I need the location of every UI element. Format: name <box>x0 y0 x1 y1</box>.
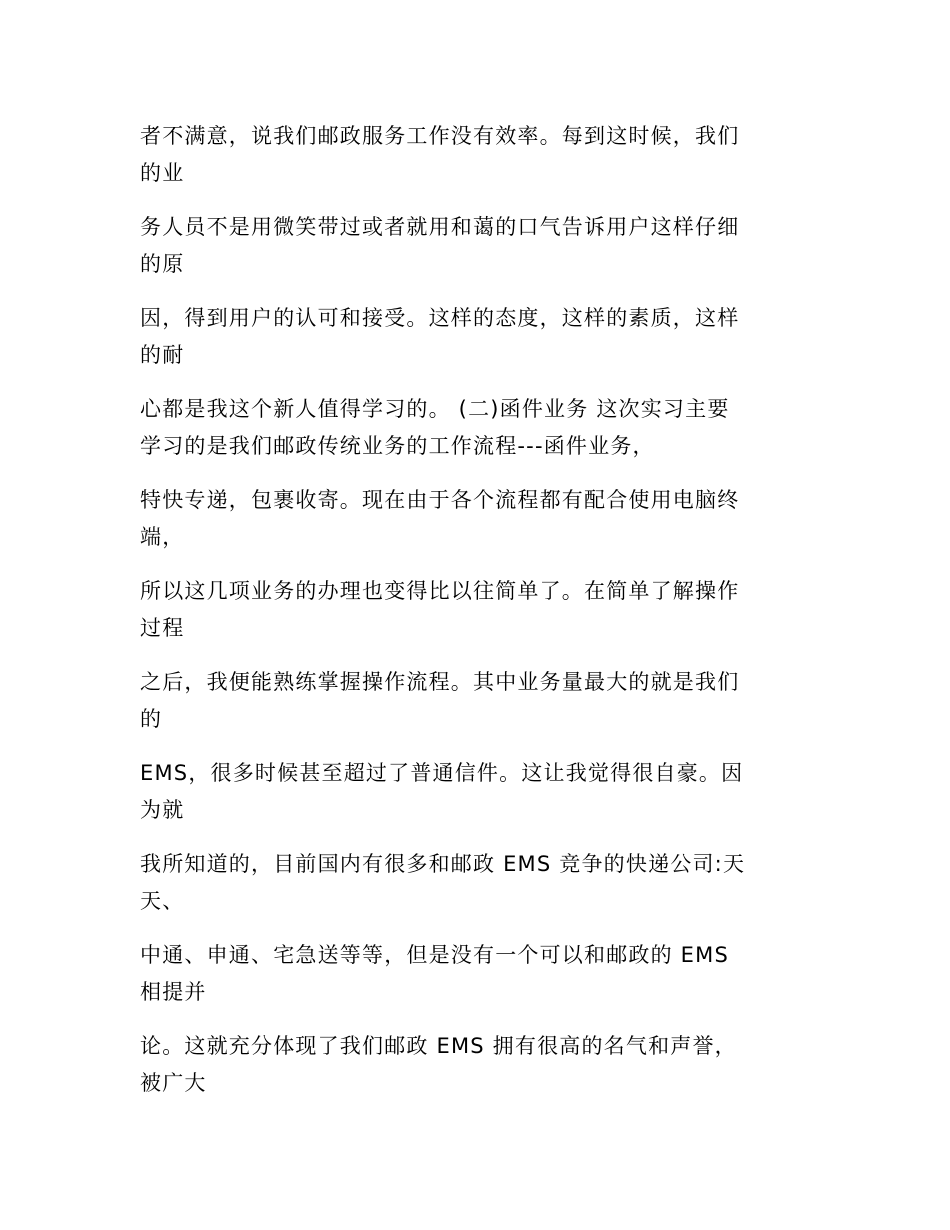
paragraph <box>140 118 810 192</box>
paragraph <box>140 1028 810 1102</box>
paragraph <box>140 482 810 556</box>
paragraph-gap <box>140 556 810 573</box>
text-line: 端， <box>140 525 185 549</box>
paragraph <box>140 937 810 1011</box>
paragraph-gap <box>140 920 810 937</box>
paragraph <box>140 391 810 465</box>
paragraph-gap <box>140 738 810 755</box>
text-line: 务人员不是用微笑带过或者就用和蔼的口气告诉用户这样仔细 <box>140 215 740 239</box>
text-line: 中通、申通、宅急送等等，但是没有一个可以和邮政的 EMS <box>140 943 729 967</box>
text-line: 特快专递，包裹收寄。现在由于各个流程都有配合使用电脑终 <box>140 488 740 512</box>
text-line: 之后，我便能熟练掌握操作流程。其中业务量最大的就是我们 <box>140 670 740 694</box>
text-line: 因，得到用户的认可和接受。这样的态度，这样的素质，这样 <box>140 306 740 330</box>
paragraph-gap <box>140 374 810 391</box>
text-line: 我所知道的，目前国内有很多和邮政 EMS 竞争的快递公司:天 <box>140 852 746 876</box>
text-line: 过程 <box>140 616 185 640</box>
paragraph <box>140 573 810 647</box>
paragraph <box>140 755 810 829</box>
text-line: 学习的是我们邮政传统业务的工作流程---函件业务， <box>140 434 655 458</box>
text-line: 的 <box>140 707 163 731</box>
text-line: 所以这几项业务的办理也变得比以往简单了。在简单了解操作 <box>140 579 740 603</box>
paragraph-gap <box>140 1011 810 1028</box>
text-line: EMS，很多时候甚至超过了普通信件。这让我觉得很自豪。因 <box>140 761 744 785</box>
text-line: 的耐 <box>140 343 185 367</box>
text-line: 天、 <box>140 889 185 913</box>
text-line: 的原 <box>140 252 185 276</box>
paragraph <box>140 300 810 374</box>
text-line: 被广大 <box>140 1071 207 1095</box>
paragraph-gap <box>140 647 810 664</box>
paragraph-gap <box>140 283 810 300</box>
text-line: 的业 <box>140 161 185 185</box>
text-line: 者不满意，说我们邮政服务工作没有效率。每到这时候，我们 <box>140 124 740 148</box>
body-text <box>140 118 810 1102</box>
text-line: 论。这就充分体现了我们邮政 EMS 拥有很高的名气和声誉， <box>140 1034 737 1058</box>
text-line: 为就 <box>140 798 185 822</box>
paragraph <box>140 664 810 738</box>
paragraph <box>140 209 810 283</box>
text-line: 相提并 <box>140 980 207 1004</box>
paragraph <box>140 846 810 920</box>
paragraph-gap <box>140 465 810 482</box>
paragraph-gap <box>140 192 810 209</box>
paragraph-gap <box>140 829 810 846</box>
text-line: 心都是我这个新人值得学习的。 (二)函件业务 这次实习主要 <box>140 397 730 421</box>
